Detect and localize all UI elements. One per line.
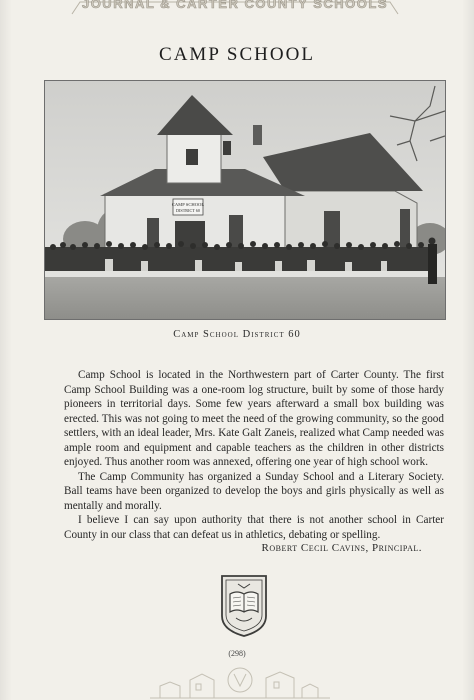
article-paragraph: The Camp Community has organized a Sunday School and a Literary Society. Ball teams have been organized to develop the boys and girls physically as well as mentally and morally. <box>64 470 444 512</box>
footer-ornament <box>150 660 330 700</box>
header-banner-text: JOURNAL & CARTER COUNTY SCHOOLS <box>81 0 389 11</box>
page-title: CAMP SCHOOL <box>159 44 315 65</box>
sign-text-line2: DISTRICT 60 <box>175 208 201 213</box>
photo-caption: Camp School District 60 <box>173 329 301 340</box>
book-emblem-icon <box>218 572 270 638</box>
header-banner <box>70 0 400 16</box>
article-body <box>64 368 444 542</box>
photo-watermark: · · · · · <box>367 310 381 316</box>
school-photograph <box>44 80 446 320</box>
article-paragraph: Camp School is located in the Northwestern part of Carter County. The first Camp School Building was a one-room log structure, built by some of those hardy pioneers in territorial days. Some few years afterward a small box building was erected. This was not going to meet the need of the growing community, so the good settlers, with an ideal leader, Mrs. Kate Galt Zaneis, realized what Camp needed was ample room and equipment and capable teachers as the children in other districts enjoyed. Thus another room was annexed, offering one year of high school work. <box>64 369 444 468</box>
page-number: (298) <box>228 649 246 658</box>
author-signature: Robert Cecil Cavins, Principal. <box>261 542 422 554</box>
article-paragraph: I believe I can say upon authority that there is not another school in Carter County in our class that can defeat us in athletics, debating or spelling. <box>64 514 444 541</box>
sign-text-line1: CAMP SCHOOL <box>171 202 205 207</box>
school-photo-illustration <box>45 81 445 319</box>
